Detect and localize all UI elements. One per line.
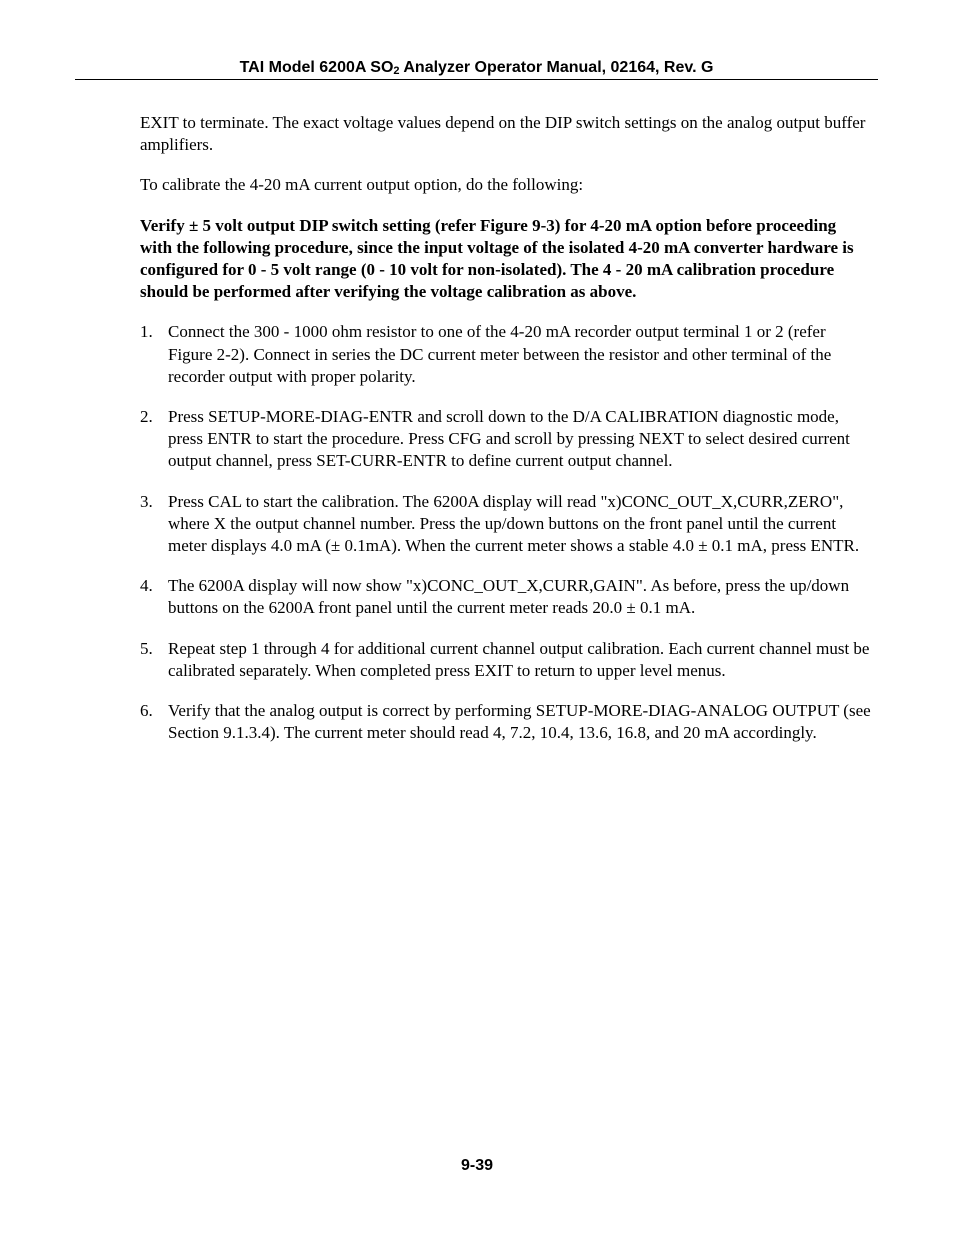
step-number: 5.: [140, 638, 153, 658]
procedure-step: [140, 406, 872, 473]
step-number: 2.: [140, 407, 153, 427]
step-number: 4.: [140, 576, 153, 596]
page-header: [75, 57, 878, 80]
procedure-step: [140, 491, 872, 558]
procedure-step: [140, 700, 872, 744]
step-text: Connect the 300 - 1000 ohm resistor to one of the 4-20 mA recorder output terminal 1 or 2 (refer Figure 2-2). Connect in series the DC current meter between the resistor and other terminal of the recorder output with proper polarity.: [168, 322, 832, 386]
page-body: [140, 112, 872, 762]
procedure-step: [140, 638, 872, 682]
step-number: 3.: [140, 491, 153, 511]
header-title-part: Analyzer Operator Manual, 02164, Rev. G: [399, 59, 714, 76]
step-number: 6.: [140, 701, 153, 721]
procedure-steps: [140, 321, 872, 744]
step-number: 1.: [140, 322, 153, 342]
intro-paragraph: EXIT to terminate. The exact voltage values depend on the DIP switch settings on the analog output buffer amplifiers.: [140, 113, 866, 155]
warning-paragraph: Verify ± 5 volt output DIP switch setting (refer Figure 9-3) for 4-20 mA option before proceeding with the following procedure, since the input voltage of the isolated 4-20 mA converter hardware is configured for 0 - 5 volt range (0 - 10 volt for non-isolated). The 4 - 20 mA calibration procedure should be performed after verifying the voltage calibration as above.: [140, 215, 854, 302]
procedure-step: [140, 575, 872, 619]
step-text: The 6200A display will now show "x)CONC_OUT_X,CURR,GAIN". As before, press the up/down buttons on the 6200A front panel until the current meter reads 20.0 ± 0.1 mA.: [168, 576, 850, 618]
intro-paragraph: To calibrate the 4-20 mA current output option, do the following:: [140, 175, 584, 195]
header-title-subscript: 2: [393, 65, 400, 77]
step-text: Verify that the analog output is correct by performing SETUP-MORE-DIAG-ANALOG OUTPUT (see Section 9.1.3.4). The current meter should read 4, 7.2, 10.4, 13.6, 16.8, and 20 mA accordingly.: [168, 701, 871, 743]
header-title-part: TAI Model 6200A SO: [239, 59, 394, 76]
page-number: 9-39: [460, 1157, 494, 1174]
step-text: Press CAL to start the calibration. The 6200A display will read "x)CONC_OUT_X,CURR,ZERO", where X the output channel number. Press the up/down buttons on the front panel until the current meter displays 4.0 mA (± 0.1mA). When the current meter shows a stable 4.0 ± 0.1 mA, press ENTR.: [168, 491, 860, 556]
procedure-step: [140, 321, 872, 388]
step-text: Press SETUP-MORE-DIAG-ENTR and scroll down to the D/A CALIBRATION diagnostic mode, press ENTR to start the procedure. Press CFG and scroll by pressing NEXT to select desired current output channel, press SET-CURR-ENTR to define current output channel.: [168, 407, 850, 471]
step-text: Repeat step 1 through 4 for additional current channel output calibration. Each current channel must be calibrated separately. When completed press EXIT to return to upper level menus.: [168, 638, 870, 680]
